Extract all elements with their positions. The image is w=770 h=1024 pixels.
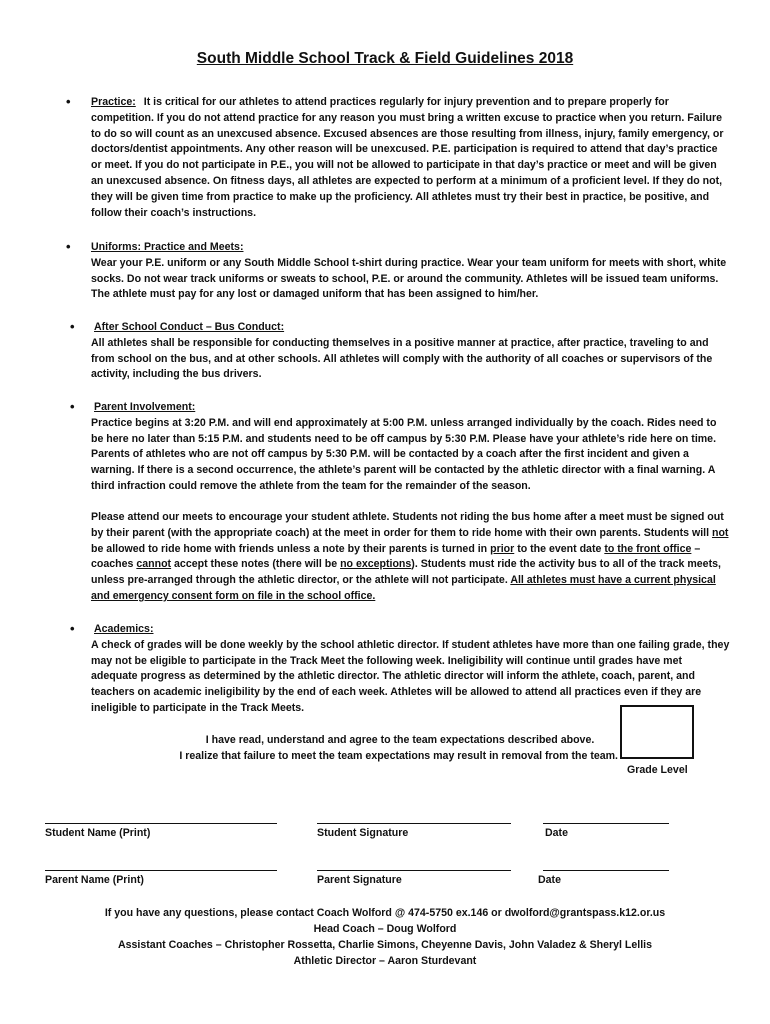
grade-level-label: Grade Level: [627, 764, 688, 776]
parent-signature-line[interactable]: [317, 870, 511, 871]
footer-head-coach: Head Coach – Doug Wolford: [313, 923, 457, 935]
student-signature-line[interactable]: [317, 823, 511, 824]
parent-name-label: Parent Name (Print): [45, 874, 144, 886]
footer-assistant-coaches: Assistant Coaches – Christopher Rossetta, Charlie Simons, Cheyenne Davis, John Valadez & Sheryl Lellis: [118, 939, 652, 951]
conduct-heading: After School Conduct – Bus Conduct:: [94, 321, 285, 333]
bullet-parent: •: [70, 399, 75, 414]
uniforms-heading: Uniforms: Practice and Meets:: [91, 241, 244, 253]
bullet-academics: •: [70, 621, 75, 636]
parent-signature-label: Parent Signature: [317, 874, 402, 886]
section-parent-meets: [91, 510, 731, 605]
p2-a: Please attend our meets to encourage your student athlete. Students not riding the bus home after a meet must be signed out by their parent (with the appropriate coach) at the meet in order for them to ride home with their own parents. Students will: [91, 511, 724, 539]
student-date-line[interactable]: [543, 823, 669, 824]
agreement-line-2: I realize that failure to meet the team expectations may result in removal from the team.: [179, 750, 618, 762]
bullet-uniforms: •: [66, 239, 71, 254]
footer-athletic-director: Athletic Director – Aaron Sturdevant: [293, 955, 477, 967]
section-uniforms: [91, 240, 731, 303]
student-name-line[interactable]: [45, 823, 277, 824]
uniforms-text: Wear your P.E. uniform or any South Middle School t-shirt during practice. Wear your team uniform for meets with short, white socks. Do not wear track uniforms or sweats to school, P.E. or around the community. Athletes will be issued team uniforms. The athlete must pay for any lost or damaged uniform that has been assigned to him/her.: [91, 256, 727, 301]
parent-heading: Parent Involvement:: [94, 401, 196, 413]
bullet-conduct: •: [70, 319, 75, 334]
p2-no-exceptions: no exceptions: [340, 558, 412, 571]
page-title: South Middle School Track & Field Guidelines 2018: [196, 50, 574, 67]
student-name-label: Student Name (Print): [45, 827, 151, 839]
parent-name-line[interactable]: [45, 870, 277, 871]
academics-heading: Academics:: [94, 623, 154, 635]
footer-contact: If you have any questions, please contact Coach Wolford @ 474-5750 ex.146 or dwolford@grantspass.k12.or.us: [104, 907, 666, 919]
section-parent: [91, 400, 731, 495]
section-conduct: [91, 320, 731, 383]
p2-c: to the event date: [514, 542, 605, 555]
p2-b: be allowed to ride home with friends unless a note by their parents is turned in: [91, 542, 491, 555]
section-academics: [91, 622, 731, 717]
p2-office: to the front office: [604, 542, 692, 555]
p2-prior: prior: [490, 542, 515, 555]
parent-date-label: Date: [538, 874, 561, 886]
p2-d: – coaches: [91, 542, 701, 571]
p2-physical-form: All athletes must have a current physical and emergency consent form on file in the school office.: [91, 574, 716, 602]
student-date-label: Date: [545, 827, 568, 839]
parent-text-1: Practice begins at 3:20 P.M. and will end approximately at 5:00 P.M. unless arranged individually by the coach. Rides need to be here no later than 5:15 P.M. and students need to be off campus by 5:30 P.M. Please have your athlete’s ride here on time. Parents of athletes who are not off campus by 5:30 P.M. will be contacted by a coach after the first incident and given a warning. If there is a second occurrence, the athlete’s parent will be contacted by the athletic director with a final warning. A third infraction could remove the athlete from the team for the remainder of the season.: [91, 416, 717, 492]
agreement-line-1: I have read, understand and agree to the team expectations described above.: [205, 734, 595, 746]
conduct-text: All athletes shall be responsible for conducting themselves in a positive manner at practice, after practice, traveling to and from school on the bus, and at other schools. All athletes will comply with the authority of all coaches or supervisors of the activity, including the bus drivers.: [91, 336, 713, 381]
p2-not: not: [711, 526, 729, 539]
p2-e: accept these notes (there will be: [171, 558, 341, 571]
practice-text: It is critical for our athletes to attend practices regularly for injury prevention and to prepare properly for competition. If you do not attend practice for any reason you must bring a written excuse to practice when you return. Failure to do so will count as an unexcused absence. Excused absences are those resulting from illness, injury, family emergency, or doctors/dentist appointments. Any other reason will be unexcused. P.E. participation is required to attend that day’s practice or meet. If you do not participate in P.E., you will not be allowed to participate in that day’s practice or meet and will be given an unexcused absence. On fitness days, all athletes are expected to perform at a minimum of a proficient level. If they do not, they will be given time from practice to make up the proficiency. All athletes must try their best in practice, be positive, and follow their coach’s instructions.: [91, 96, 724, 219]
practice-heading: Practice:: [91, 96, 136, 108]
student-signature-label: Student Signature: [317, 827, 409, 839]
parent-text-2: [91, 510, 731, 605]
bullet-practice: •: [66, 94, 71, 109]
academics-text: A check of grades will be done weekly by the school athletic director. If student athletes have more than one failing grade, they may not be eligible to participate in the Track Meet the following week. Ineligibility will continue until grades have met adequate progress as determined by the athletic director. The athletic director will inform the athlete, coach, parent, and teachers on academic ineligibility by the end of each week. Athletes will be allowed to attend all practices even if they are ineligible to participate in the Track Meets.: [91, 638, 730, 714]
p2-cannot: cannot: [136, 558, 172, 571]
grade-level-box[interactable]: [620, 705, 694, 759]
parent-date-line[interactable]: [543, 870, 669, 871]
p2-f: ). Students must ride the activity bus to all of the track meets, unless pre-arranged through the athletic director, or the athlete will not participate.: [91, 558, 721, 587]
section-practice: [91, 95, 731, 221]
